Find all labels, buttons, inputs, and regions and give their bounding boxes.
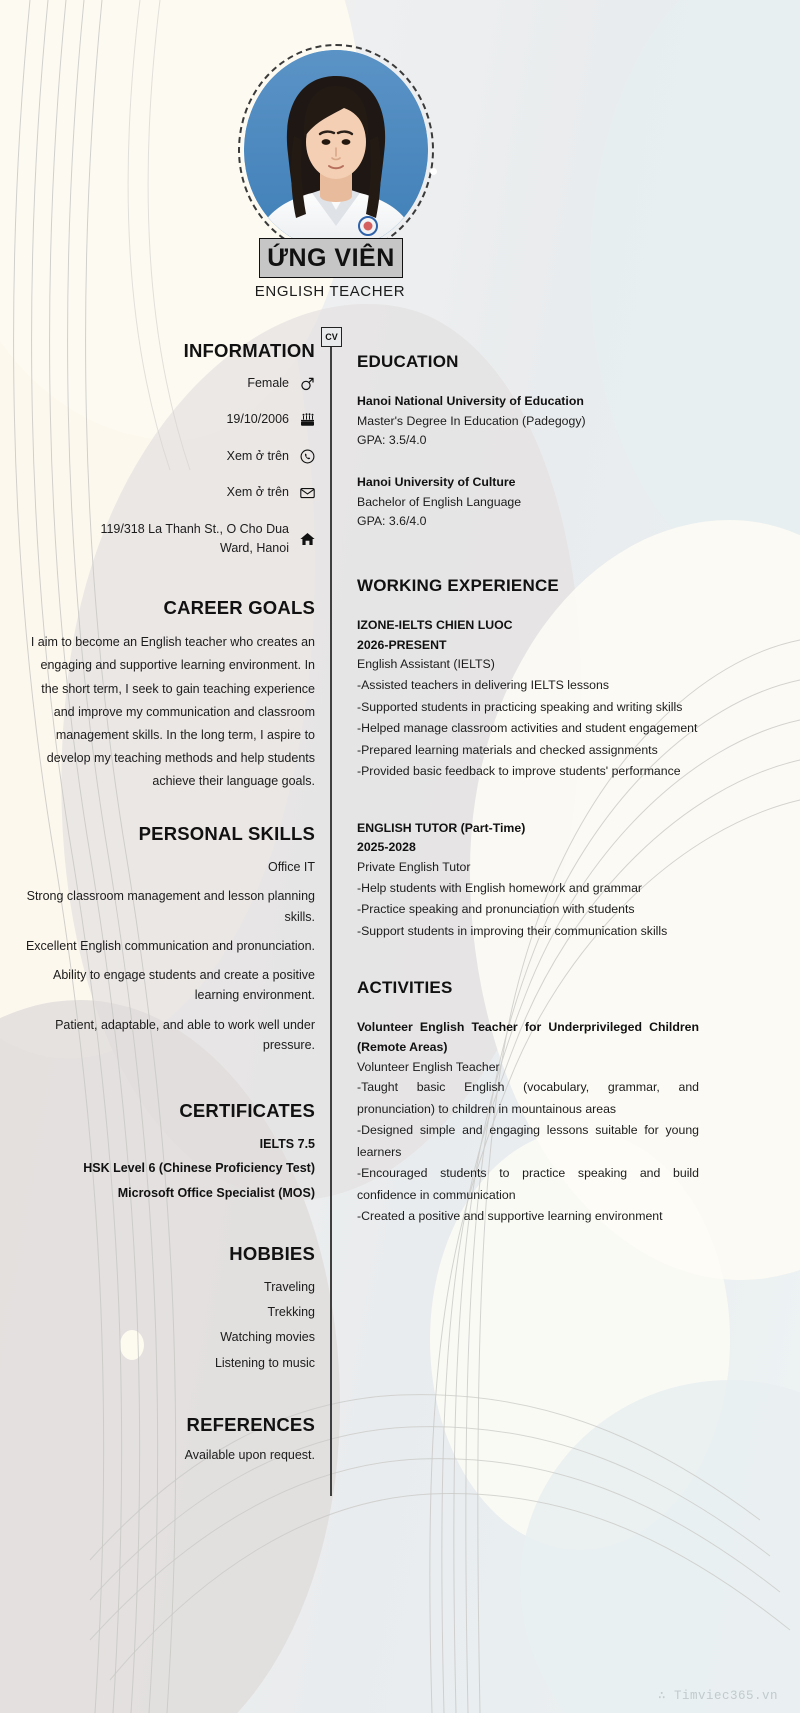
experience-bullet: -Helped manage classroom activities and student engagement [357, 721, 698, 736]
experience-bullet: -Prepared learning materials and checked assignments [357, 742, 658, 757]
info-row-address [20, 520, 315, 559]
info-value-birthday: 19/10/2006 [226, 412, 289, 427]
certificate-item: Microsoft Office Specialist (MOS) [117, 1185, 315, 1200]
experience-bullet: -Supported students in practicing speaking and writing skills [357, 699, 683, 714]
education-entry [357, 392, 699, 451]
info-value-phone: Xem ở trên [226, 448, 289, 463]
section-title-certificates: CERTIFICATES [179, 1100, 315, 1122]
info-row-phone [20, 447, 315, 466]
phone-icon [300, 449, 315, 464]
career-goals-text: I aim to become an English teacher who creates an engaging and supportive learning environment. In the short term, I seek to gain teaching experience and improve my communication and classroom management skills. In the long term, I aspire to develop my teaching methods and help students achieve their language goals. [30, 635, 315, 788]
experience-period: 2025-2028 [357, 840, 416, 855]
hobby-item: Traveling [264, 1279, 315, 1294]
avatar [244, 50, 428, 250]
cv-badge [321, 327, 342, 347]
info-value-address: 119/318 La Thanh St., O Cho Dua Ward, Hanoi [100, 521, 289, 555]
section-title-information: INFORMATION [183, 340, 315, 361]
activity-role: Volunteer English Teacher [357, 1059, 500, 1074]
hobby-item: Watching movies [220, 1330, 315, 1345]
hobby-item: Trekking [267, 1305, 315, 1320]
experience-company: ENGLISH TUTOR (Part-Time) [357, 820, 526, 835]
skill-item: Excellent English communication and pronunciation. [25, 938, 315, 953]
experience-bullet: -Assisted teachers in delivering IELTS lessons [357, 678, 609, 693]
ring-accent-dot [430, 168, 437, 175]
candidate-name: ỨNG VIÊN [267, 243, 395, 272]
certificate-item: IELTS 7.5 [259, 1137, 315, 1152]
activity-bullet: -Taught basic English (vocabulary, grammar, and pronunciation) to children in mountainous areas [357, 1080, 699, 1116]
skill-item: Patient, adaptable, and able to work well under pressure. [55, 1017, 315, 1052]
section-title-references: REFERENCES [186, 1413, 315, 1435]
left-column [20, 340, 315, 1462]
experience-bullet: -Provided basic feedback to improve students' performance [357, 764, 681, 779]
cv-header [0, 0, 800, 330]
education-entry [357, 473, 699, 532]
activity-bullet: -Encouraged students to practice speaking and build confidence in communication [357, 1166, 699, 1202]
experience-role: Private English Tutor [357, 859, 471, 874]
site-watermark: ∴ Timviec365.vn [657, 1689, 778, 1703]
cv-badge-label: CV [325, 331, 338, 342]
section-title-personal-skills: PERSONAL SKILLS [138, 823, 315, 845]
job-title: ENGLISH TEACHER [254, 283, 406, 300]
activity-name: Volunteer English Teacher for Underprivileged Children (Remote Areas) [357, 1020, 699, 1054]
experience-bullet: -Help students with English homework and grammar [357, 880, 643, 895]
skill-item: Ability to engage students and create a positive learning environment. [53, 968, 315, 1003]
activity-bullet: -Designed simple and engaging lessons suitable for young learners [357, 1123, 699, 1159]
column-divider [330, 346, 332, 1496]
candidate-name-box [259, 238, 403, 278]
references-text: Available upon request. [184, 1447, 315, 1462]
email-icon [300, 487, 315, 499]
experience-role: English Assistant (IELTS) [357, 657, 495, 672]
section-title-career-goals: CAREER GOALS [163, 597, 315, 619]
experience-bullet: -Support students in improving their communication skills [357, 923, 668, 938]
section-title-education: EDUCATION [357, 352, 459, 371]
info-row-email [20, 483, 315, 502]
info-value-email: Xem ở trên [226, 485, 289, 500]
hobby-item: Listening to music [214, 1355, 315, 1370]
experience-company: IZONE-IELTS CHIEN LUOC [357, 618, 513, 633]
experience-entry [357, 819, 699, 943]
avatar-portrait-icon [244, 50, 428, 250]
section-title-hobbies: HOBBIES [229, 1242, 315, 1264]
activity-entry [357, 1018, 699, 1228]
education-gpa: GPA: 3.5/4.0 [357, 433, 427, 448]
info-value-gender: Female [247, 376, 289, 390]
gender-icon [300, 376, 315, 391]
skill-item: Strong classroom management and lesson planning skills. [26, 889, 315, 924]
right-column [357, 352, 699, 1250]
skill-item: Office IT [267, 860, 315, 875]
experience-entry [357, 616, 699, 783]
certificate-item: HSK Level 6 (Chinese Proficiency Test) [83, 1161, 315, 1176]
education-gpa: GPA: 3.6/4.0 [357, 514, 427, 529]
experience-bullet: -Practice speaking and pronunciation with students [357, 902, 635, 917]
birthday-cake-icon [300, 413, 315, 427]
education-school: Hanoi University of Culture [357, 475, 516, 490]
education-degree: Master's Degree In Education (Padegogy) [357, 413, 586, 428]
home-icon [300, 532, 315, 546]
info-row-birthday [20, 410, 315, 429]
activity-bullet: -Created a positive and supportive learning environment [357, 1209, 663, 1224]
experience-period: 2026-PRESENT [357, 637, 447, 652]
section-title-working-experience: WORKING EXPERIENCE [357, 576, 559, 596]
info-row-gender [20, 374, 315, 393]
education-degree: Bachelor of English Language [357, 494, 522, 509]
section-title-activities: ACTIVITIES [357, 978, 453, 998]
education-school: Hanoi National University of Education [357, 394, 584, 408]
